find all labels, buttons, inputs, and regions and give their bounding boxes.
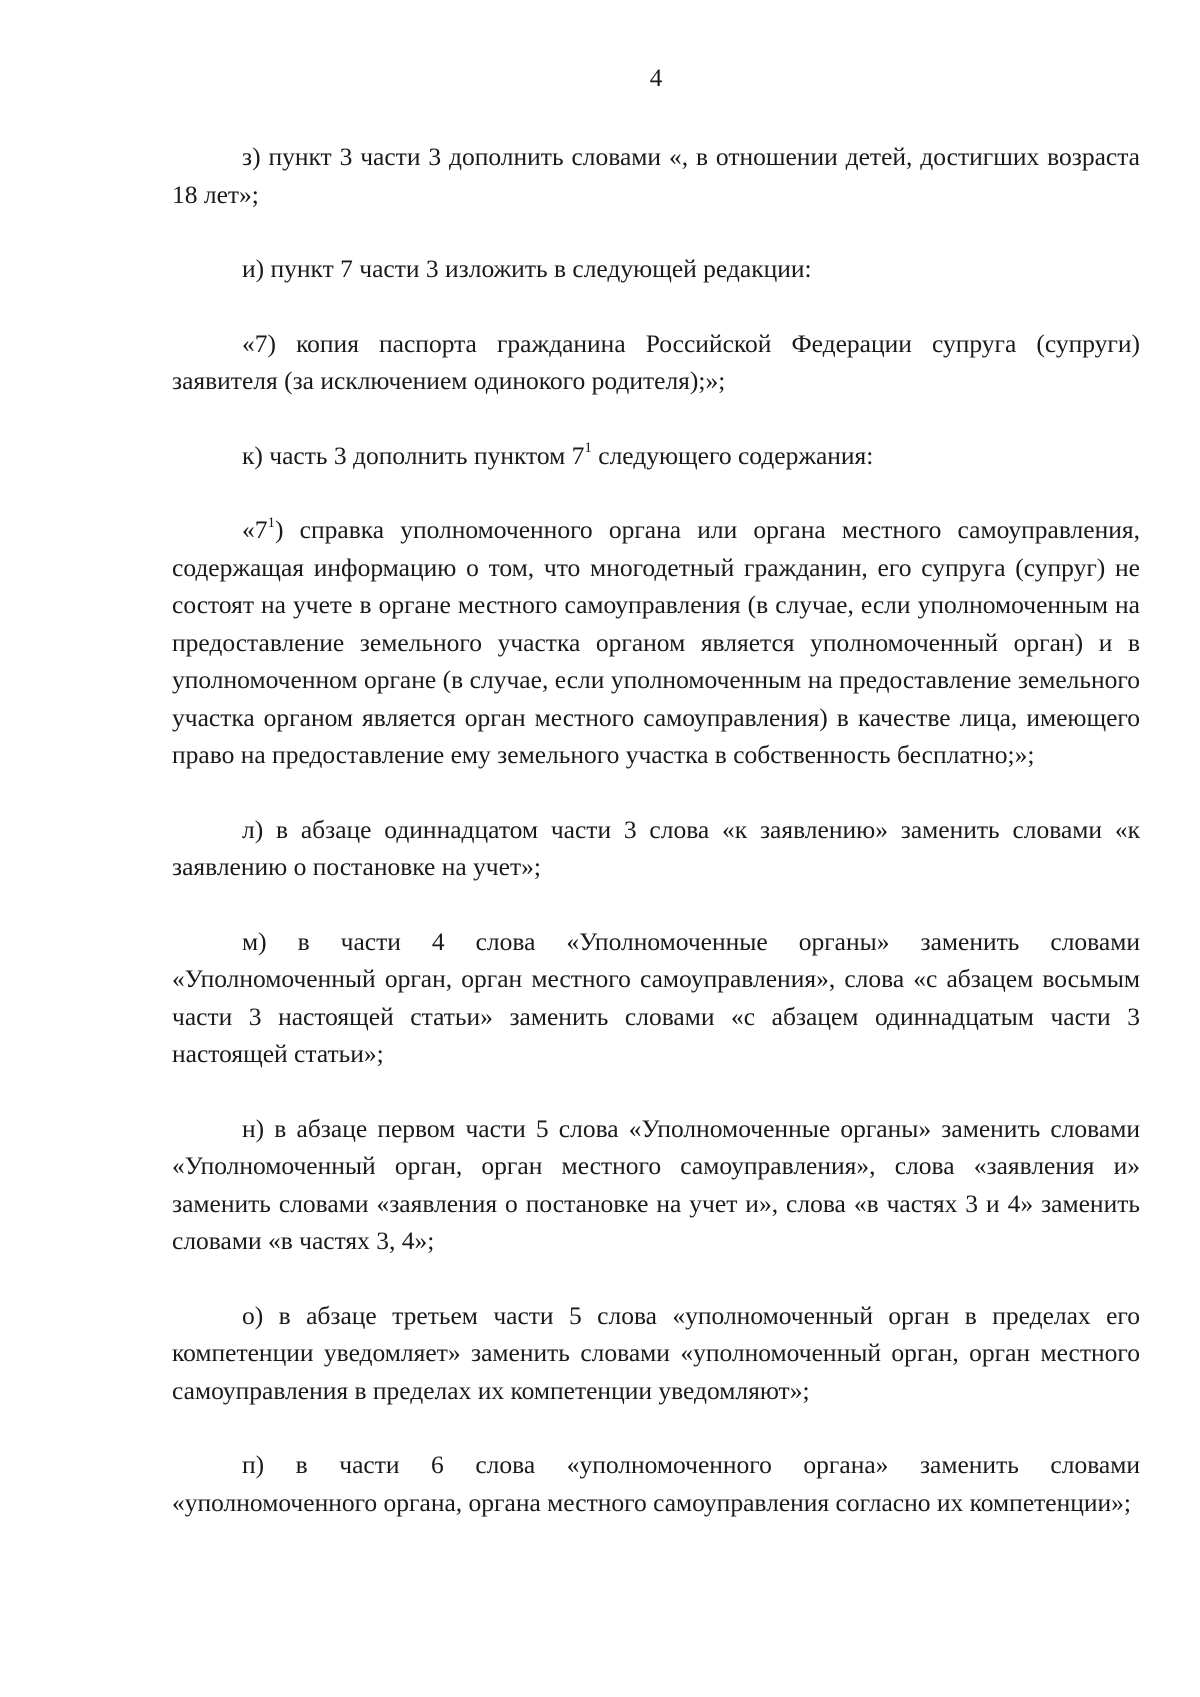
paragraph-p: п) в части 6 слова «уполномоченного органа» заменить словами «уполномоченного органа, органа местного самоуправления согласно их компетенции»; <box>172 1450 1140 1517</box>
paragraph-i: и) пункт 7 части 3 изложить в следующей редакции: <box>242 254 812 283</box>
page-number: 4 <box>649 65 663 92</box>
superscript-one: 1 <box>584 440 592 456</box>
paragraph-n: н) в абзаце первом части 5 слова «Уполномоченные органы» заменить словами «Уполномоченный орган, орган местного самоуправления», слова «заявления и» заменить словами «заявления о постановке на учет и», слова «в частях 3 и 4» заменить словами «в частях 3, 4»; <box>172 1113 1140 1255</box>
paragraph-z: з) пункт 3 части 3 дополнить словами «, в отношении детей, достигших возраста 18 лет»; <box>172 142 1140 209</box>
paragraph-m: м) в части 4 слова «Уполномоченные органы» заменить словами «Уполномоченный орган, орган местного самоуправления», слова «с абзацем восьмым части 3 настоящей статьи» заменить словами «с абзацем одиннадцатым части 3 настоящей статьи»; <box>172 926 1140 1068</box>
document-body <box>172 138 1140 1558</box>
superscript-one: 1 <box>267 514 275 531</box>
paragraph-o: о) в абзаце третьем части 5 слова «уполномоченный орган в пределах его компетенции уведомляет» заменить словами «уполномоченный орган, орган местного самоуправления в пределах их компетенции уведомляют»; <box>172 1300 1140 1405</box>
paragraph-k <box>172 437 1140 475</box>
paragraph-item-7-1-start: «7 <box>242 515 268 544</box>
paragraph-k-text-start: к) часть 3 дополнить пунктом 7 <box>242 440 585 470</box>
paragraph-k-text-end: следующего содержания: <box>591 440 874 470</box>
paragraph-item-7: «7) копия паспорта гражданина Российской Федерации супруга (супруги) заявителя (за исключением одинокого родителя);»; <box>172 328 1140 395</box>
paragraph-item-7-1-text: ) справка уполномоченного органа или органа местного самоуправления, содержащая информацию о том, что многодетный гражданин, его супруга (супруг) не состоят на учете в органе местного самоуправления (в случае, если уполномоченным на предоставление земельного участка органом является уполномоченный орган) и в уполномоченном органе (в случае, если уполномоченным на предоставление земельного участка органом является орган местного самоуправления) в качестве лица, имеющего право на предоставление ему земельного участка в собственность бесплатно;»; <box>172 515 1140 769</box>
paragraph-item-7-1 <box>172 511 1140 774</box>
paragraph-l: л) в абзаце одиннадцатом части 3 слова «к заявлению» заменить словами «к заявлению о постановке на учет»; <box>172 814 1140 881</box>
